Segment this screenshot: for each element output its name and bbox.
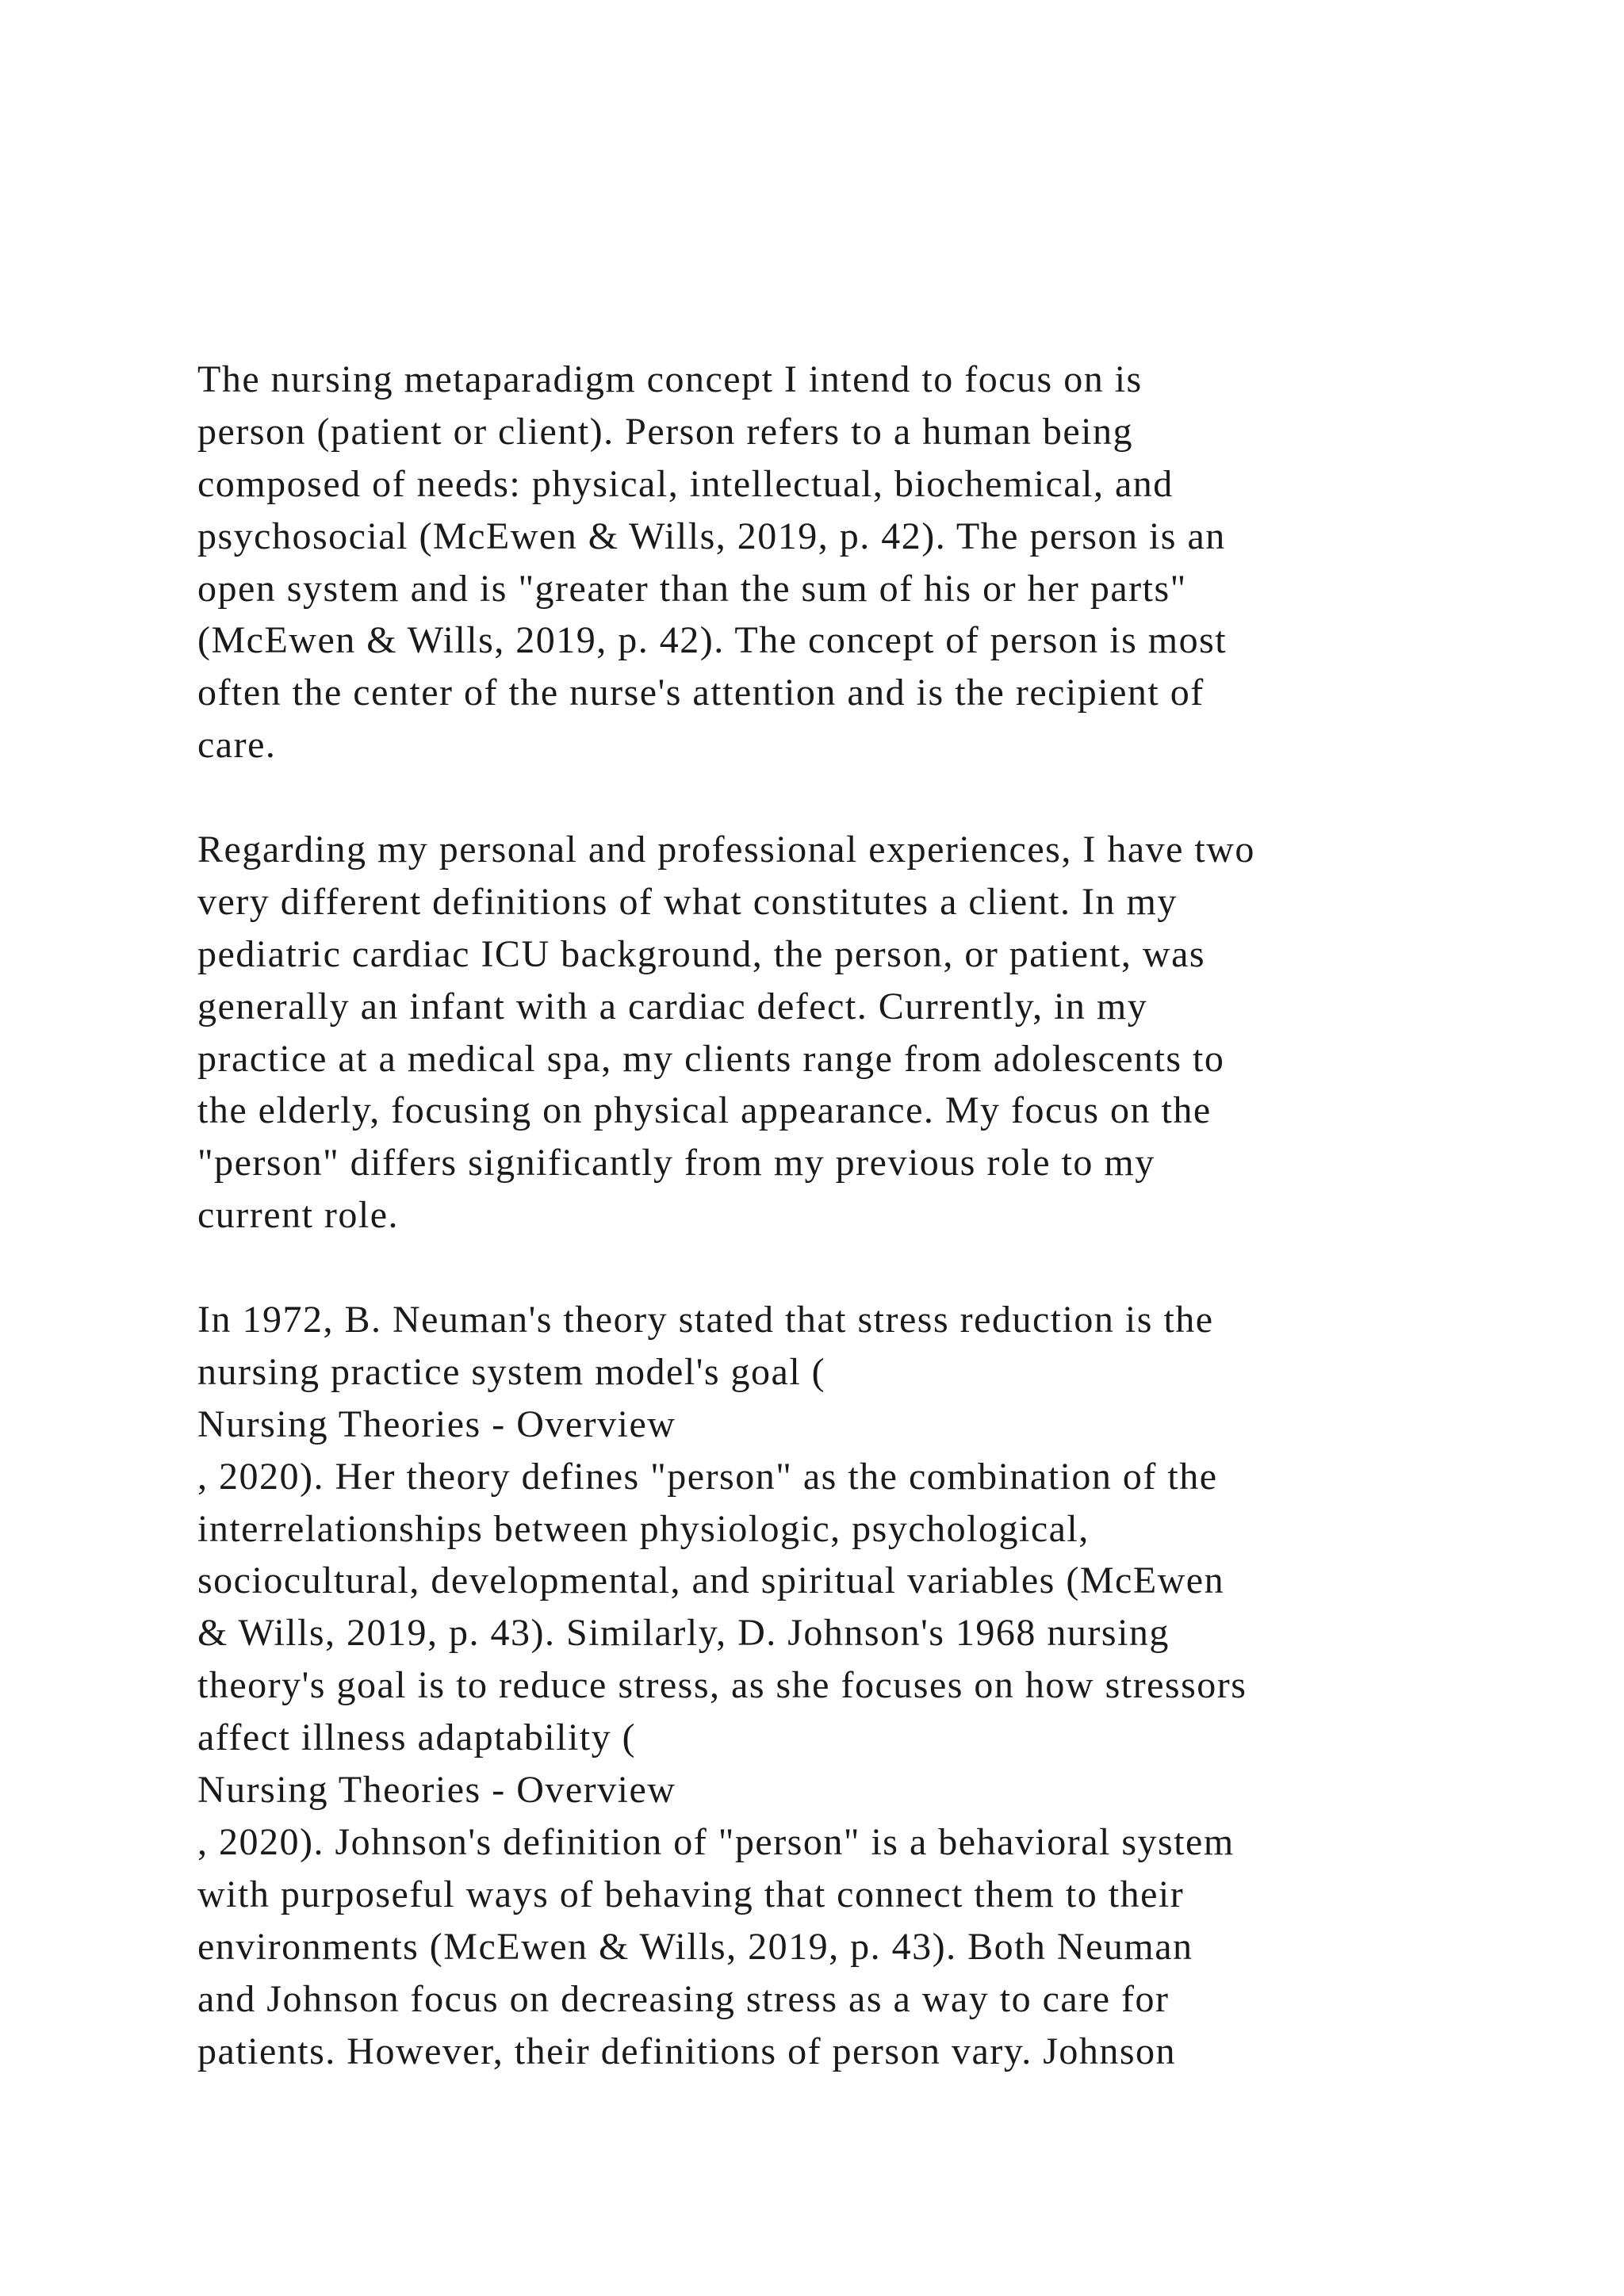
text-line: pediatric cardiac ICU background, the person, or patient, was	[197, 932, 1206, 975]
text-line: affect illness adaptability (	[197, 1716, 637, 1759]
text-line: Regarding my personal and professional experiences, I have two	[197, 828, 1255, 871]
text-line: very different definitions of what constitutes a client. In my	[197, 880, 1178, 923]
text-line: , 2020). Johnson's definition of "person" is a behavioral system	[197, 1820, 1235, 1863]
text-line: "person" differs significantly from my previous role to my	[197, 1142, 1155, 1184]
text-line: often the center of the nurse's attention and is the recipient of	[197, 672, 1205, 714]
text-line: theory's goal is to reduce stress, as she focuses on how stressors	[197, 1664, 1247, 1707]
text-line: person (patient or client). Person refers to a human being	[197, 410, 1133, 453]
text-line: with purposeful ways of behaving that connect them to their	[197, 1873, 1185, 1915]
paragraph-gap	[197, 1242, 1482, 1294]
citation-title: Nursing Theories - Overview	[197, 1769, 676, 1812]
paragraph-experiences	[197, 824, 1482, 1242]
text-line: , 2020). Her theory defines "person" as the combination of the	[197, 1455, 1218, 1498]
text-line: generally an infant with a cardiac defect. Currently, in my	[197, 985, 1148, 1027]
text-line: The nursing metaparadigm concept I intend to focus on is	[197, 358, 1143, 400]
text-line: the elderly, focusing on physical appearance. My focus on the	[197, 1089, 1212, 1132]
text-line: and Johnson focus on decreasing stress as a way to care for	[197, 1977, 1170, 2020]
text-line: current role.	[197, 1194, 400, 1237]
text-line: interrelationships between physiologic, psychological,	[197, 1507, 1090, 1550]
text-line: (McEwen & Wills, 2019, p. 42). The concept of person is most	[197, 619, 1228, 662]
text-line: practice at a medical spa, my clients range from adolescents to	[197, 1037, 1225, 1080]
text-line: composed of needs: physical, intellectual, biochemical, and	[197, 462, 1174, 505]
text-line: In 1972, B. Neuman's theory stated that stress reduction is the	[197, 1299, 1214, 1341]
text-line: care.	[197, 724, 277, 767]
text-line: psychosocial (McEwen & Wills, 2019, p. 42). The person is an	[197, 515, 1226, 557]
text-line: nursing practice system model's goal (	[197, 1350, 826, 1393]
paragraph-theories	[197, 1294, 1482, 2077]
citation-title: Nursing Theories - Overview	[197, 1402, 676, 1445]
text-line: environments (McEwen & Wills, 2019, p. 43). Both Neuman	[197, 1925, 1193, 1968]
paragraph-gap	[197, 771, 1482, 824]
text-line: patients. However, their definitions of person vary. Johnson	[197, 2030, 1177, 2072]
text-line: sociocultural, developmental, and spiritual variables (McEwen	[197, 1559, 1225, 1602]
paragraph-metaparadigm	[197, 354, 1482, 771]
document-body	[197, 354, 1482, 2077]
text-line: & Wills, 2019, p. 43). Similarly, D. Johnson's 1968 nursing	[197, 1612, 1170, 1655]
text-line: open system and is "greater than the sum of his or her parts"	[197, 567, 1187, 610]
